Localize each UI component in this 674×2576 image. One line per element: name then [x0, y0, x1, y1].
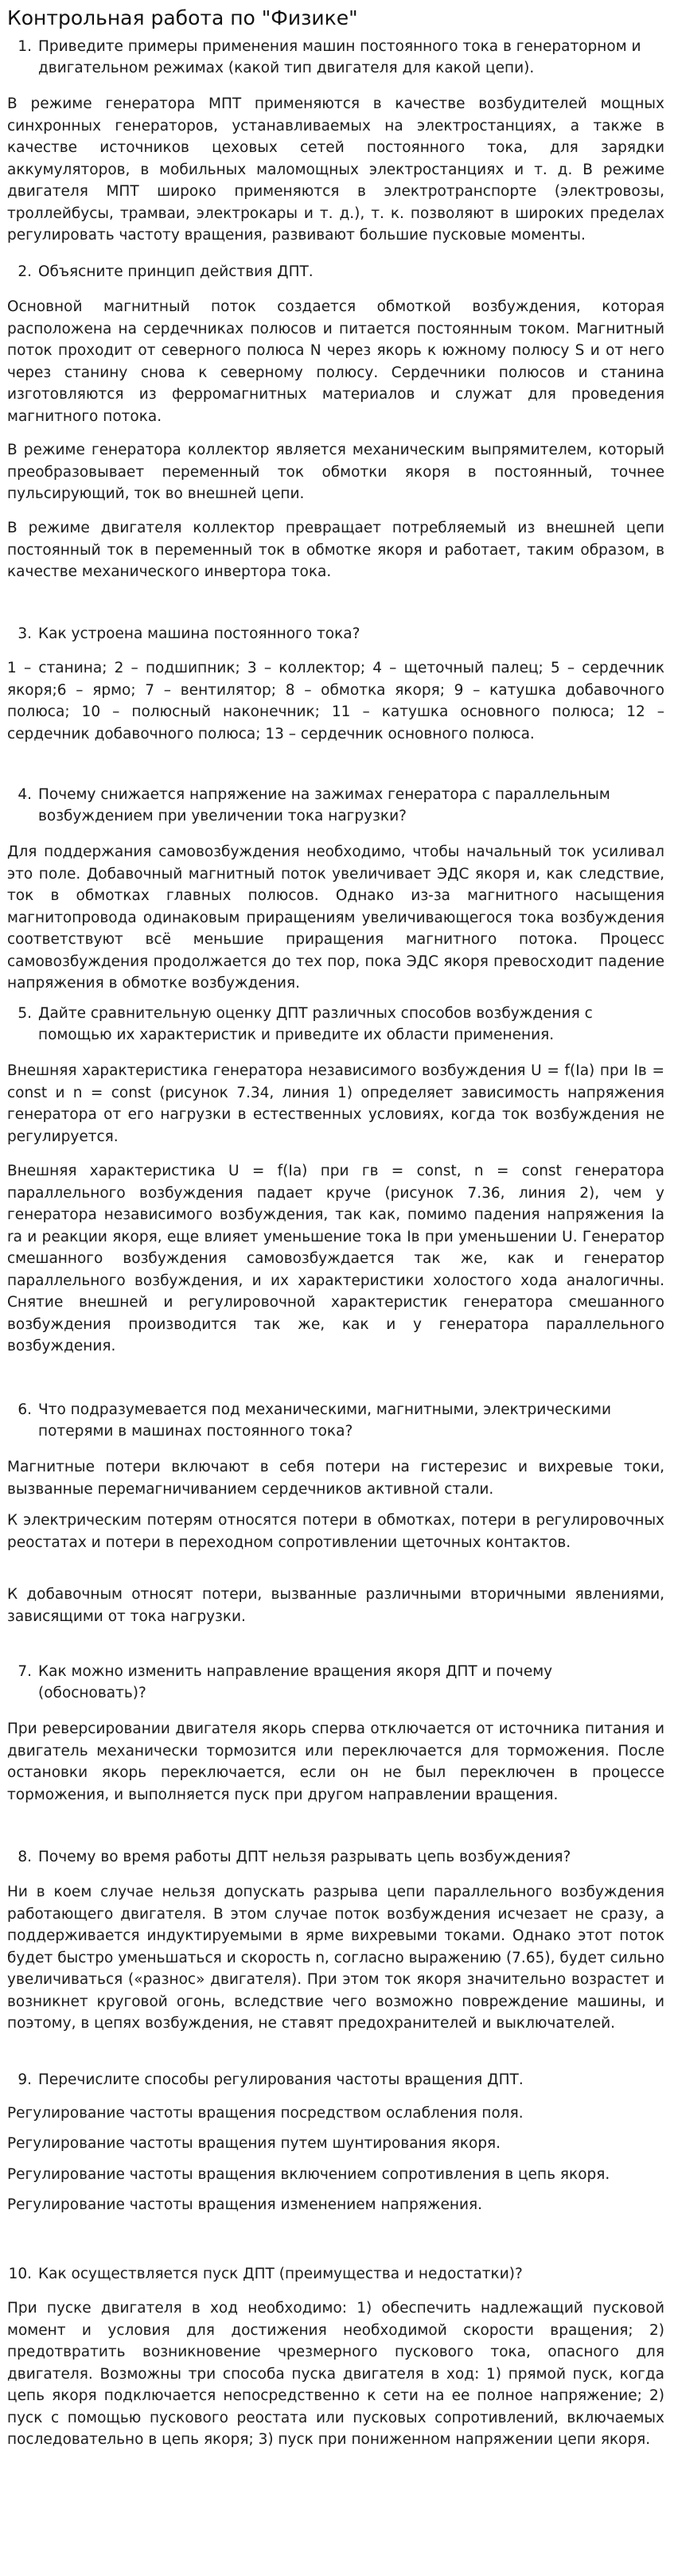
question-text: Дайте сравнительную оценку ДПТ различных способов возбуждения с помощью их характеристик и приведите их области применения. — [38, 1005, 593, 1043]
answer-paragraph: Регулирование частоты вращения включением сопротивления в цепь якоря. — [7, 2166, 610, 2183]
question-number: 2. — [18, 263, 32, 280]
question-number: 5. — [18, 1005, 32, 1022]
question-text: Почему снижается напряжение на зажимах генератора с параллельным возбуждением при увеличении тока нагрузки? — [38, 786, 610, 824]
answer-paragraph: Регулирование частоты вращения посредством ослабления поля. — [7, 2105, 524, 2122]
question-number: 10. — [8, 2266, 32, 2282]
answer-paragraph: Регулирование частоты вращения изменением напряжения. — [7, 2196, 483, 2213]
question-number: 7. — [18, 1663, 32, 1680]
answer-paragraph: Основной магнитный поток создается обмоткой возбуждения, которая расположена на сердечниках полюсов и питается постоянным током. Магнитный поток проходит от северного полюса N через якорь к южному полюсу S и от него через станину снова к северному полюсу. Сердечники полюсов и станина изготовляются из ферромагнитных материалов и служат для проведения магнитного потока. — [7, 298, 664, 425]
answer-paragraph: Регулирование частоты вращения путем шунтирования якоря. — [7, 2135, 501, 2152]
question-text: Что подразумевается под механическими, магнитными, электрическими потерями в машинах постоянного тока? — [38, 1401, 611, 1440]
question-text: Почему во время работы ДПТ нельзя разрывать цепь возбуждения? — [38, 1849, 571, 1865]
question-number: 3. — [18, 625, 32, 642]
answer-paragraph: Внешняя характеристика генератора независимого возбуждения U = f(Ia) при Iв = const и n = const (рисунок 7.34, линия 1) определяет зависимость напряжения генератора от его нагрузки в естественных условиях, когда ток возбуждения не регулируется. — [7, 1062, 664, 1145]
question-number: 6. — [18, 1401, 32, 1418]
answer-paragraph: В режиме двигателя коллектор превращает потребляемый из внешней цепи постоянный ток в переменный ток в обмотке якоря и работает, таким образом, в качестве механического инвертора тока. — [7, 520, 664, 580]
answer-paragraph: 1 – станина; 2 – подшипник; 3 – коллектор; 4 – щеточный палец; 5 – сердечник якоря;6 – ярмо; 7 – вентилятор; 8 – обмотка якоря; 9 – катушка добавочного полюса; 10 – полюсный наконечник; 11 – катушка основного полюса; 12 – сердечник добавочного полюса; 13 – сердечник основного полюса. — [7, 660, 664, 742]
question-text: Перечислите способы регулирования частоты вращения ДПТ. — [38, 2071, 524, 2088]
answer-paragraph: Для поддержания самовозбуждения необходимо, чтобы начальный ток усиливал это поле. Добавочный магнитный поток увеличивает ЭДС якоря и, как следствие, ток в обмотках главных полюсов. Однако из-за магнитного насыщения магнитопровода одинаковым приращениям увеличивающегося тока возбуждения соответствуют всё меньшие приращения магнитного потока. Процесс самовозбуждения продолжается до тех пор, пока ЭДС якоря превосходит падение напряжения в обмотке возбуждения. — [7, 844, 664, 992]
answer-paragraph: При пуске двигателя в ход необходимо: 1) обеспечить надлежащий пусковой момент и условия для достижения необходимой скорости вращения; 2) предотвратить возникновение чрезмерного пускового тока, опасного для двигателя. Возможны три способа пуска двигателя в ход: 1) прямой пуск, когда цепь якоря подключается непосредственно к сети на ее полное напряжение; 2) пуск с помощью пускового реостата или пусковых сопротивлений, включаемых последовательно в цепь якоря; 3) пуск при пониженном напряжении цепи якоря. — [7, 2300, 664, 2448]
question-text: Объясните принцип действия ДПТ. — [38, 263, 314, 280]
question-text: Как можно изменить направление вращения якоря ДПТ и почему (обосновать)? — [38, 1663, 553, 1701]
answer-paragraph: Магнитные потери включают в себя потери на гистерезис и вихревые токи, вызванные перемагничиванием сердечников активной стали. — [7, 1459, 664, 1498]
question-number: 9. — [18, 2071, 32, 2088]
answer-paragraph: К добавочным относят потери, вызванные различными вторичными явлениями, зависящими от тока нагрузки. — [7, 1586, 664, 1625]
question-text: Как осуществляется пуск ДПТ (преимущества и недостатки)? — [38, 2266, 523, 2282]
answer-paragraph: Ни в коем случае нельзя допускать разрыва цепи параллельного возбуждения работающего двигателя. В этом случае поток возбуждения исчезает не сразу, а поддерживается индуктируемыми в ярме вихревыми токами. Однако этот поток будет быстро уменьшаться и скорость n, согласно выражению (7.65), будет сильно увеличиваться («разнос» двигателя). При этом ток якоря значительно возрастет и возникнет круговой огонь, вследствие чего возможно повреждение машины, и поэтому, в цепях возбуждения, не ставят предохранителей и выключателей. — [7, 1884, 664, 2032]
document-title: Контрольная работа по "Физике" — [7, 6, 358, 29]
answer-paragraph: Внешняя характеристика U = f(Ia) при гв = const, n = const генератора параллельного возбуждения падает круче (рисунок 7.36, линия 2), чем у генератора независимого возбуждения, так как, помимо падения напряжения Ia ra и реакции якоря, еще влияет уменьшение тока Iв при уменьшении U. Генератор смешанного возбуждения самовозбуждается так же, как и генератор параллельного возбуждения, и их характеристики холостого хода аналогичны. Снятие внешней и регулировочной характеристик генератора смешанного возбуждения производится так же, как и у генератора параллельного возбуждения. — [7, 1163, 664, 1354]
answer-paragraph: В режиме генератора МПТ применяются в качестве возбудителей мощных синхронных генераторов, устанавливаемых на электростанциях, а также в качестве источников цеховых сетей постоянного тока, для зарядки аккумуляторов, в мобильных маломощных электростанциях и т. д. В режиме двигателя МПТ широко применяются в электротранспорте (электровозы, троллейбусы, трамваи, электрокары и т. д.), т. к. позволяют в широких пределах регулировать частоту вращения, развивают большие пусковые моменты. — [7, 95, 664, 244]
question-number: 1. — [18, 38, 32, 55]
answer-paragraph: В режиме генератора коллектор является механическим выпрямителем, который преобразовывает переменный ток обмотки якоря в постоянный, точнее пульсирующий, ток во внешней цепи. — [7, 442, 664, 502]
question-number: 4. — [18, 786, 32, 803]
answer-paragraph: При реверсировании двигателя якорь сперва отключается от источника питания и двигатель механически тормозится или переключается для торможения. После остановки якорь переключается, если он не был переключен в процессе торможения, и выполняется пуск при другом направлении вращения. — [7, 1721, 664, 1803]
question-number: 8. — [18, 1849, 32, 1865]
question-text: Как устроена машина постоянного тока? — [38, 625, 360, 642]
answer-paragraph: К электрическим потерям относятся потери в обмотках, потери в регулировочных реостатах и потери в переходном сопротивлении щеточных контактов. — [7, 1512, 664, 1551]
question-text: Приведите примеры применения машин постоянного тока в генераторном и двигательном режимах (какой тип двигателя для какой цепи). — [38, 38, 641, 76]
